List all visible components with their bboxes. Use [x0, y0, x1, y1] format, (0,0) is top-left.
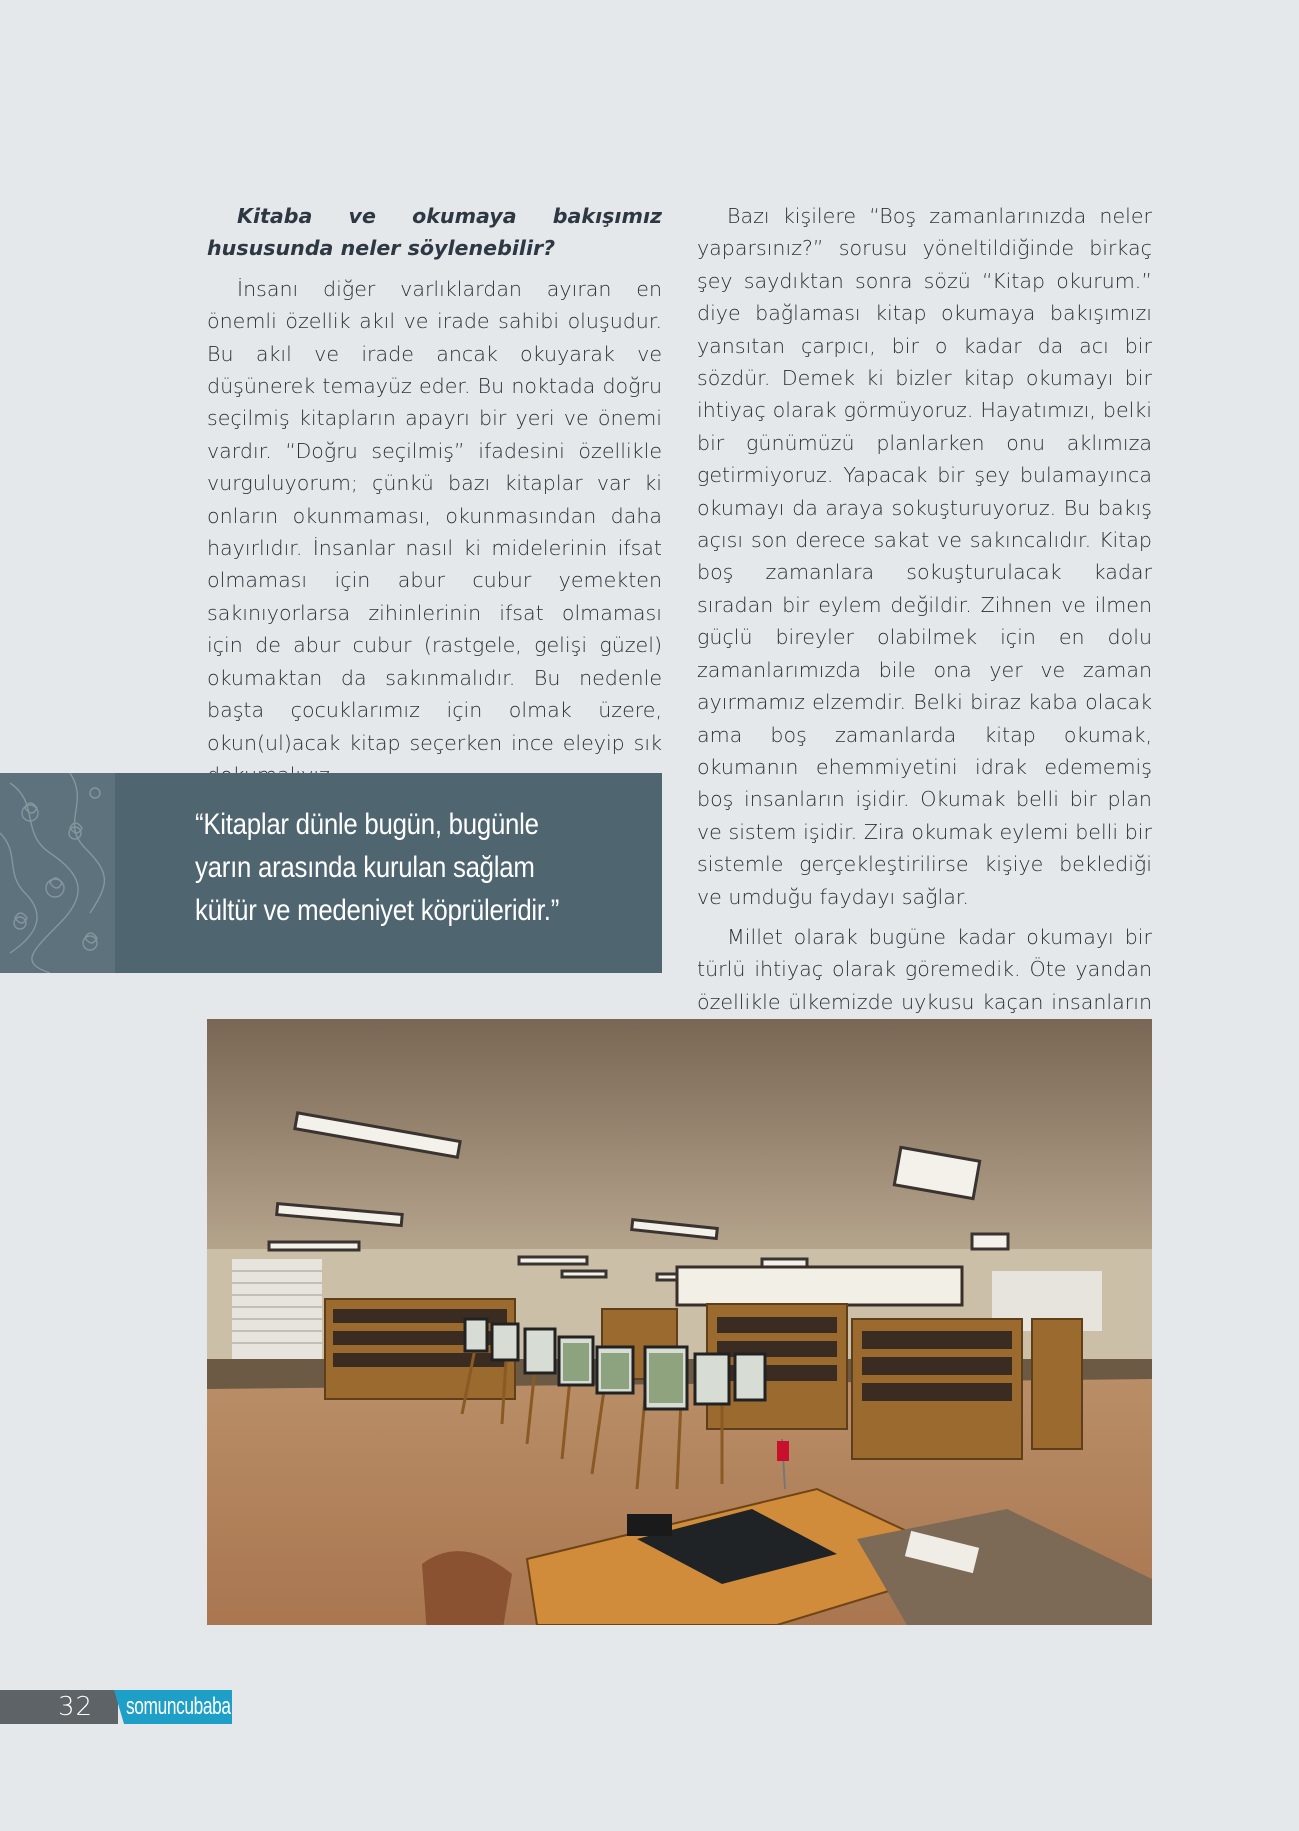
library-photo — [207, 1019, 1152, 1625]
right-column — [697, 200, 1152, 1123]
brand-logo: somuncubaba — [126, 1693, 231, 1720]
section-question: Kitaba ve okumaya bakışımız hususunda neler söylenebilir? — [207, 204, 662, 261]
body-paragraph: Bazı kişilere “Boş zamanlarınızda neler yaparsınız?” sorusu yöneltildiğinde birkaç şey saydıktan sonra sözü “Kitap okurum.” diye bağlaması kitap okumaya bakışımızı yansıtan çarpıcı, bir o kadar da acı bir sözdür. Demek ki bizler kitap okumayı bir ihtiyaç olarak görmüyoruz. Hayatımızı, belki bir günümüzü planlarken onu aklımıza getirmiyoruz. Yapacak bir şey bulamayınca okumayı da araya sokuşturuyoruz. Bu bakış açısı son derece sakat ve sakıncalıdır. Kitap boş zamanlara sokuşturulacak kadar sıradan bir eylem değildir. Zihnen ve ilmen güçlü bireyler olabilmek için en dolu zamanlarımızda bile ona yer ve zaman ayırmamız elzemdir. Belki biraz kaba olacak ama boş zamanlarda kitap okumak, okumanın ehemmiyetini idrak edememiş boş insanların işidir. Okumak belli bir plan ve sistem işidir. Zira okumak eylemi belli bir sistemle gerçekleştirilirse kişiye beklediği ve umduğu faydayı sağlar. — [697, 204, 1152, 909]
pull-quote-text: “Kitaplar dünle bugün, bugünle yarın arasında kurulan sağlam kültür ve medeniyet köprüleridir.” — [195, 808, 560, 927]
left-column — [207, 200, 662, 799]
page-number: 32 — [58, 1692, 94, 1722]
body-paragraph: İnsanı diğer varlıklardan ayıran en önemli özellik akıl ve irade sahibi oluşudur. Bu akıl ve irade ancak okuyarak ve düşünerek temayüz eder. Bu noktada doğru seçilmiş kitapların apayrı bir yeri ve önemi vardır. “Doğru seçilmiş” ifadesini özellikle vurguluyorum; çünkü bazı kitaplar var ki onların okunmaması, okunmasından daha hayırlıdır. İnsanlar nasıl ki midelerinin ifsat olmaması için abur cubur yemekten sakınıyorlarsa zihinlerinin ifsat olmaması için de abur cubur (rastgele, gelişi güzel) okumaktan da sakınmalıdır. Bu nedenle başta çocuklarımız için olmak üzere, okun(ul)acak kitap seçerken ince eleyip sık — [207, 276, 662, 755]
floral-pattern-icon — [0, 773, 115, 973]
body-paragraph: Millet olarak bugüne kadar okumayı bir türlü ihtiyaç olarak göremedik. Öte yandan özellikle ülkemizde uykusu kaçan insanların — [697, 924, 1152, 1014]
pull-quote-box — [0, 773, 662, 973]
